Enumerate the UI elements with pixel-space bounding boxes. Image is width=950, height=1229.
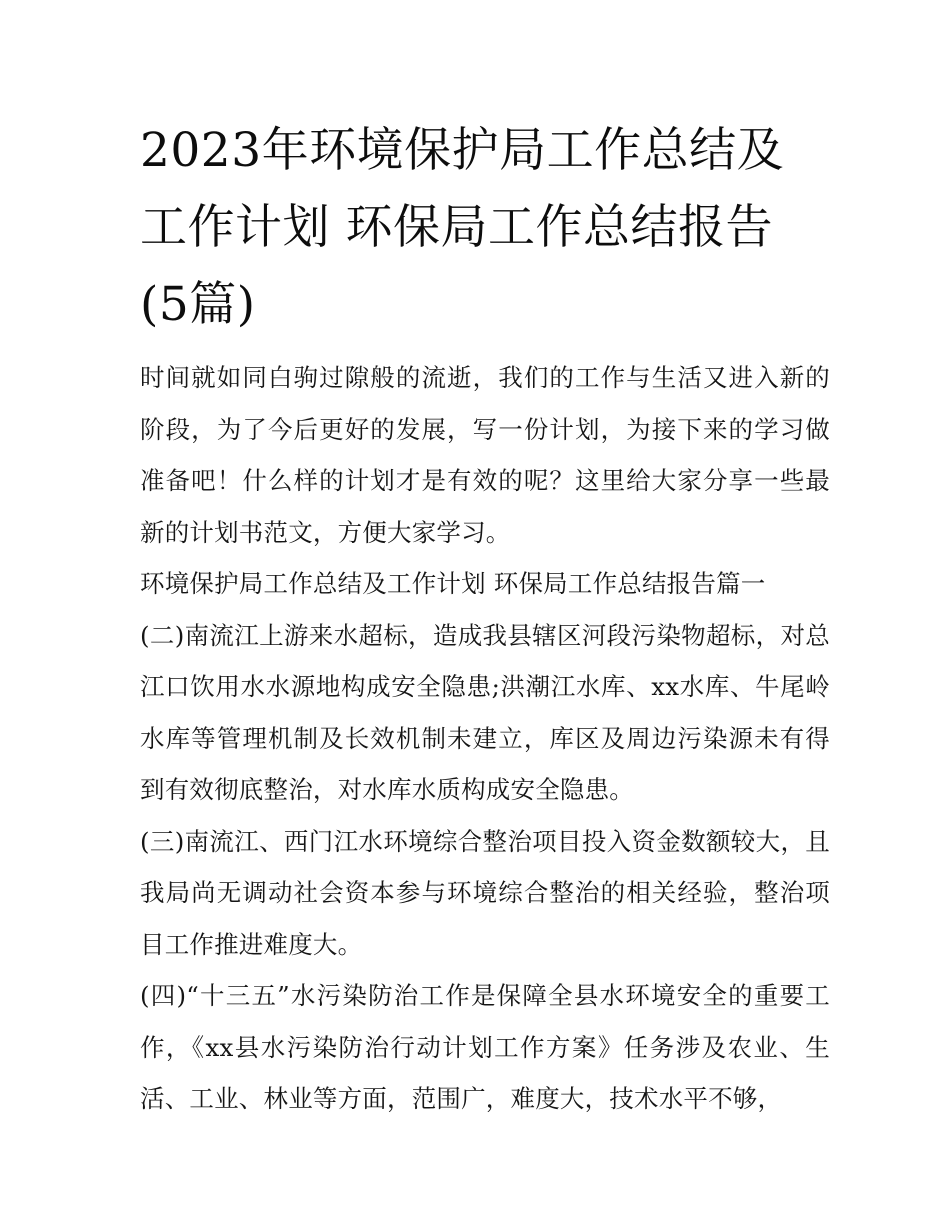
title-line-1: 2023年环境保护局工作总结及 [140,123,785,178]
paragraph-item-3: (三)南流江、西门江水环境综合整治项目投入资金数额较大，且我局尚无调动社会资本参与环境综合整治的相关经验，整治项目工作推进难度大。 [140,826,830,959]
title-line-3: (5篇) [140,277,256,332]
paragraph-item-4: (四)“十三五”水污染防治工作是保障全县水环境安全的重要工作，《xx县水污染防治行动计划工作方案》任务涉及农业、生活、工业、林业等方面，范围广，难度大，技术水平不够， [140,981,830,1113]
section-heading: 环境保护局工作总结及工作计划 环保局工作总结报告篇一 [140,569,766,598]
document-body [140,352,830,1125]
intro-paragraph: 时间就如同白驹过隙般的流逝，我们的工作与生活又进入新的阶段，为了今后更好的发展，写一份计划，为接下来的学习做准备吧！什么样的计划才是有效的呢？这里给大家分享一些最新的计划书范文，方便大家学习。 [140,363,830,547]
paragraph-item-2: (二)南流江上游来水超标，造成我县辖区河段污染物超标，对总江口饮用水水源地构成安全隐患;洪潮江水库、xx水库、牛尾岭水库等管理机制及长效机制未建立，库区及周边污染源未有得到有效彻底整治，对水库水质构成安全隐患。 [140,620,830,804]
document-title [140,112,820,343]
title-line-2: 工作计划 环保局工作总结报告 [140,200,773,255]
